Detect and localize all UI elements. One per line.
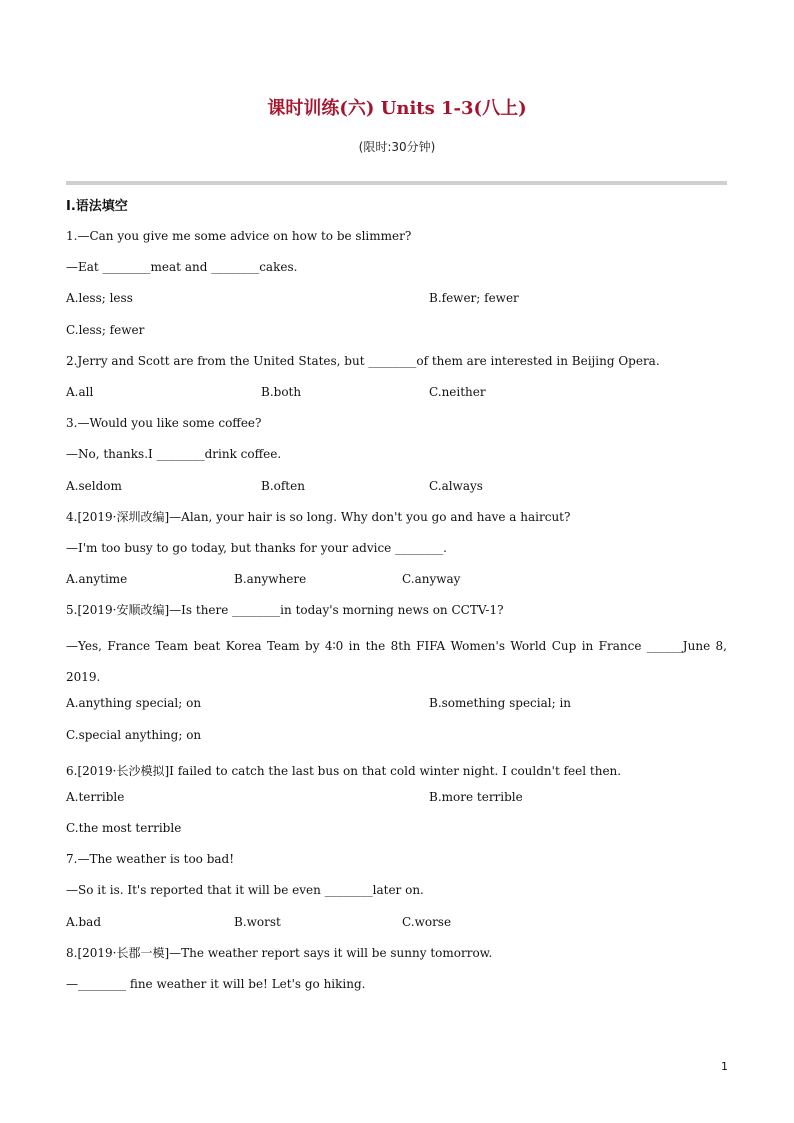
option-c: C.the most terrible: [66, 821, 182, 835]
page-number: 1: [721, 1060, 728, 1073]
question-3-reply: —No, thanks.I ________drink coffee.: [66, 447, 282, 462]
option-b: B.worst: [234, 914, 281, 929]
question-1-options: [66, 288, 727, 319]
question-8-reply: —________ fine weather it will be! Let's go hiking.: [66, 976, 366, 991]
question-7-reply: —So it is. It's reported that it will be even ________later on.: [66, 883, 424, 898]
question-4: 4.[2019·深圳改编]—Alan, your hair is so long. Why don't you go and have a haircut?: [66, 509, 571, 524]
option-b: B.anywhere: [234, 572, 307, 587]
question-5: 5.[2019·安顺改编]—Is there ________in today's morning news on CCTV-1?: [66, 603, 504, 618]
question-4-reply: —I'm too busy to go today, but thanks for your advice ________.: [66, 540, 447, 555]
question-7-options: [66, 912, 727, 943]
question-6-options: [66, 787, 727, 818]
option-a: A.anytime: [66, 572, 128, 587]
option-a: A.terrible: [66, 789, 125, 804]
option-a: A.less; less: [66, 291, 133, 306]
exercise-body: [66, 196, 727, 1005]
option-b: B.something special; in: [429, 696, 572, 711]
option-b: B.fewer; fewer: [429, 291, 519, 306]
option-c: C.neither: [429, 384, 486, 399]
option-a: A.anything special; on: [66, 696, 202, 711]
option-c: C.special anything; on: [66, 727, 202, 742]
section-heading: Ⅰ.语法填空: [66, 199, 128, 214]
option-c: C.always: [429, 478, 483, 493]
question-8: 8.[2019·长郡一模]—The weather report says it will be sunny tomorrow.: [66, 945, 493, 960]
question-4-options: [66, 569, 727, 600]
question-6: 6.[2019·长沙模拟]I failed to catch the last bus on that cold winter night. I couldn't feel then.: [66, 763, 622, 778]
question-1-reply: —Eat ________meat and ________cakes.: [66, 260, 298, 275]
question-1: 1.—Can you give me some advice on how to be slimmer?: [66, 229, 412, 243]
question-7: 7.—The weather is too bad!: [66, 852, 235, 867]
option-b: B.more terrible: [429, 789, 523, 804]
time-limit: (限时:30分钟): [358, 140, 436, 154]
question-3: 3.—Would you like some coffee?: [66, 416, 262, 431]
option-a: A.seldom: [66, 478, 122, 493]
divider: [66, 181, 727, 185]
question-5-options: [66, 693, 727, 724]
option-c: C.anyway: [402, 572, 461, 587]
option-b: B.both: [261, 384, 302, 399]
option-a: A.bad: [66, 914, 101, 929]
option-b: B.often: [261, 478, 305, 493]
question-2: 2.Jerry and Scott are from the United States, but ________of them are interested in Beijing Opera.: [66, 353, 660, 368]
page-title: 课时训练(六) Units 1-3(八上): [267, 98, 527, 119]
question-2-options: [66, 382, 727, 413]
option-a: A.all: [66, 384, 94, 399]
question-5-reply: —Yes, France Team beat Korea Team by 4∶0 in the 8th FIFA Women's World Cup in France ______June 8, 2019.: [66, 639, 727, 685]
option-c: C.less; fewer: [66, 322, 145, 337]
question-3-options: [66, 476, 727, 507]
option-c: C.worse: [402, 914, 452, 929]
